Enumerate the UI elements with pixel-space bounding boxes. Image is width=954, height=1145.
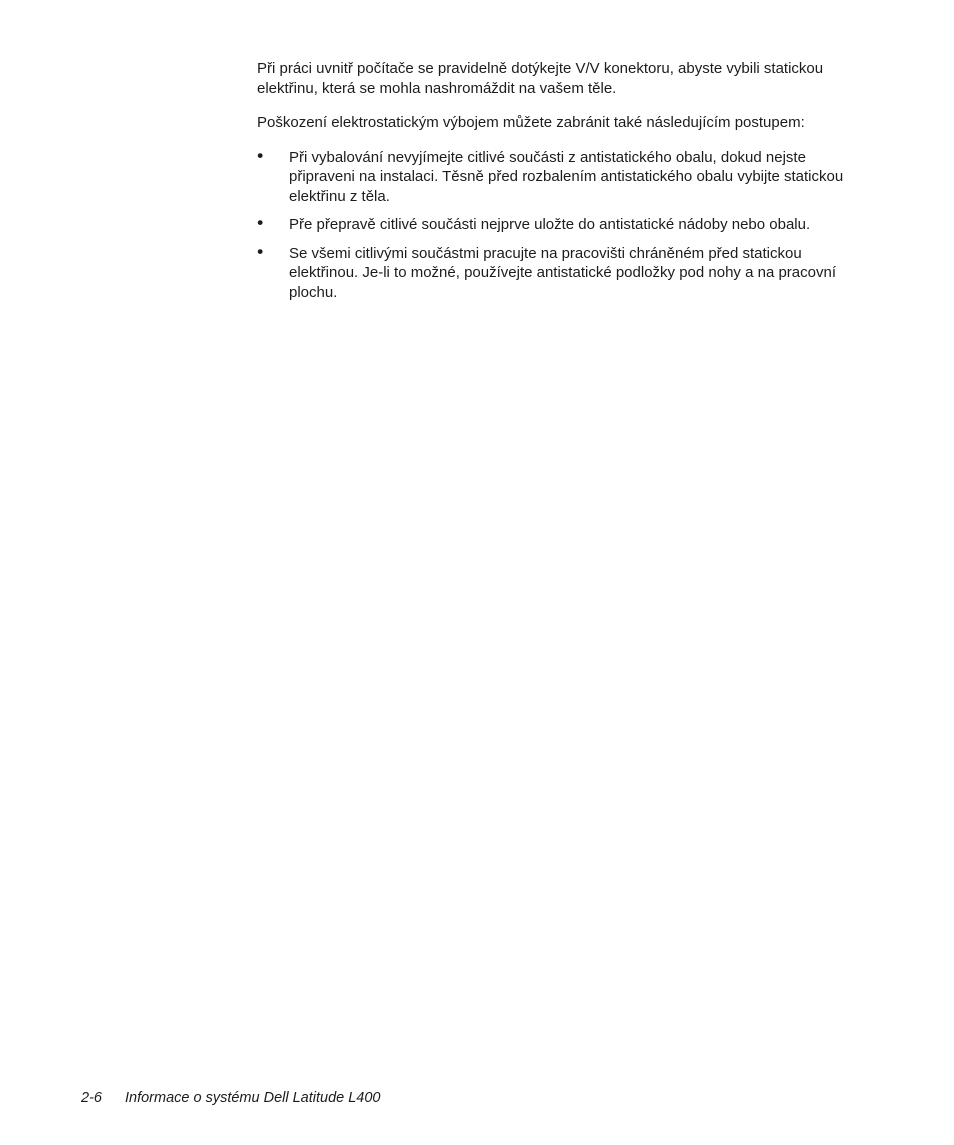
bullet-icon: • [257,145,263,165]
esd-prevention-paragraph: Poškození elektrostatickým výbojem můžete zabránit také následujícím postupem: [257,114,805,131]
list-item-text: Při vybalování nevyjímejte citlivé součásti z antistatického obalu, dokud nejste připraveni na instalaci. Těsně před rozbalením antistatického obalu vybijte statickou elektřinu z těla. [289,148,844,205]
list-item-text: Pře přepravě citlivé součásti nejprve uložte do antistatické nádoby nebo obalu. [289,216,811,233]
esd-steps-list [257,145,857,303]
list-item [257,215,857,235]
page-number: 2-6 [81,1090,102,1106]
page-footer [81,1090,381,1106]
bullet-icon: • [257,213,263,232]
list-item-text: Se všemi citlivými součástmi pracujte na pracovišti chráněném před statickou elektřinou. Je-li to možné, používejte antistatické podložky pod nohy a na pracovní plochu. [289,244,836,301]
page-content [257,59,857,311]
footer-title: Informace o systému Dell Latitude L400 [125,1090,381,1106]
list-item [257,145,857,207]
intro-paragraph: Při práci uvnitř počítače se pravidelně dotýkejte V/V konektoru, abyste vybili statickou elektřinu, která se mohla nashromáždit na vašem těle. [257,60,824,97]
bullet-icon: • [257,241,263,261]
list-item [257,241,857,303]
